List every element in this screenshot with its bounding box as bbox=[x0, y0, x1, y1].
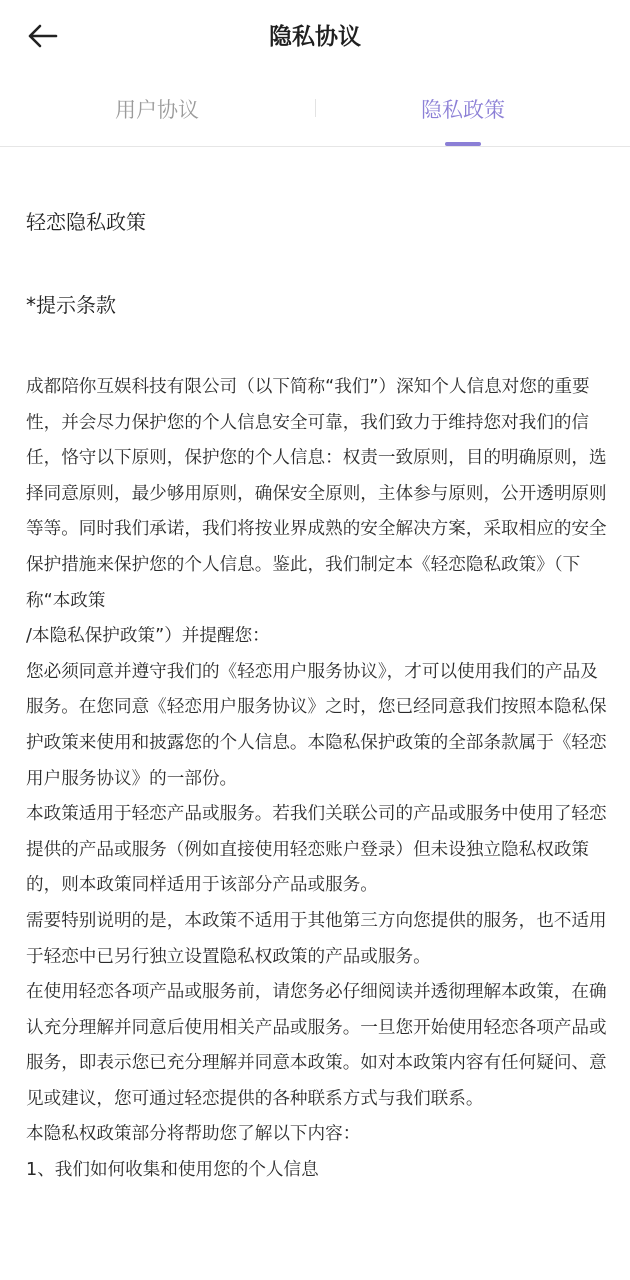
active-tab-indicator bbox=[445, 142, 481, 146]
back-button[interactable] bbox=[26, 18, 66, 54]
paragraph-exclusion: 需要特别说明的是，本政策不适用于其他第三方向您提供的服务，也不适用于轻恋中已另行独立设置隐私权政策的产品或服务。 bbox=[26, 910, 607, 967]
paragraph-contents-intro: 本隐私权政策部分将帮助您了解以下内容： bbox=[26, 1124, 361, 1145]
tab-bar bbox=[0, 76, 630, 147]
tab-divider bbox=[315, 99, 316, 117]
list-item: 1、我们如何收集和使用您的个人信息 bbox=[26, 1160, 319, 1181]
paragraph-intro: 成都陪你互娱科技有限公司（以下简称“我们”）深知个人信息对您的重要性，并会尽力保护您的个人信息安全可靠，我们致力于维持您对我们的信任，恪守以下原则，保护您的个人信息：权责一致原则，目的明确原则，选择同意原则，最少够用原则，确保安全原则，主体参与原则，公开透明原则等等。同时我们承诺，我们将按业界成熟的安全解决方案，采取相应的安全保护措施来保护您的个人信息。鉴此，我们制定本《轻恋隐私政策》（下称“本政策 bbox=[26, 377, 607, 611]
tab-privacy-policy[interactable]: 隐私政策 bbox=[421, 98, 505, 122]
arrow-left-icon bbox=[26, 24, 58, 48]
policy-body bbox=[26, 370, 608, 1189]
section-heading: *提示条款 bbox=[26, 293, 116, 317]
tab-user-agreement[interactable]: 用户协议 bbox=[115, 98, 199, 122]
paragraph-intro-continued: /本隐私保护政策”）并提醒您： bbox=[26, 626, 270, 647]
paragraph-scope: 本政策适用于轻恋产品或服务。若我们关联公司的产品或服务中使用了轻恋提供的产品或服务（例如直接使用轻恋账户登录）但未设独立隐私权政策的，则本政策同样适用于该部分产品或服务。 bbox=[26, 804, 607, 896]
document-title: 轻恋隐私政策 bbox=[26, 210, 146, 234]
paragraph-read-notice: 在使用轻恋各项产品或服务前，请您务必仔细阅读并透彻理解本政策，在确认充分理解并同意后使用相关产品或服务。一旦您开始使用轻恋各项产品或服务，即表示您已充分理解并同意本政策。如对本政策内容有任何疑问、意见或建议，您可通过轻恋提供的各种联系方式与我们联系。 bbox=[26, 982, 607, 1109]
top-bar bbox=[0, 0, 630, 76]
paragraph-consent: 您必须同意并遵守我们的《轻恋用户服务协议》，才可以使用我们的产品及服务。在您同意《轻恋用户服务协议》之时，您已经同意我们按照本隐私保护政策来使用和披露您的个人信息。本隐私保护政策的全部条款属于《轻恋用户服务协议》的一部份。 bbox=[26, 661, 607, 789]
page-title: 隐私协议 bbox=[269, 24, 361, 50]
